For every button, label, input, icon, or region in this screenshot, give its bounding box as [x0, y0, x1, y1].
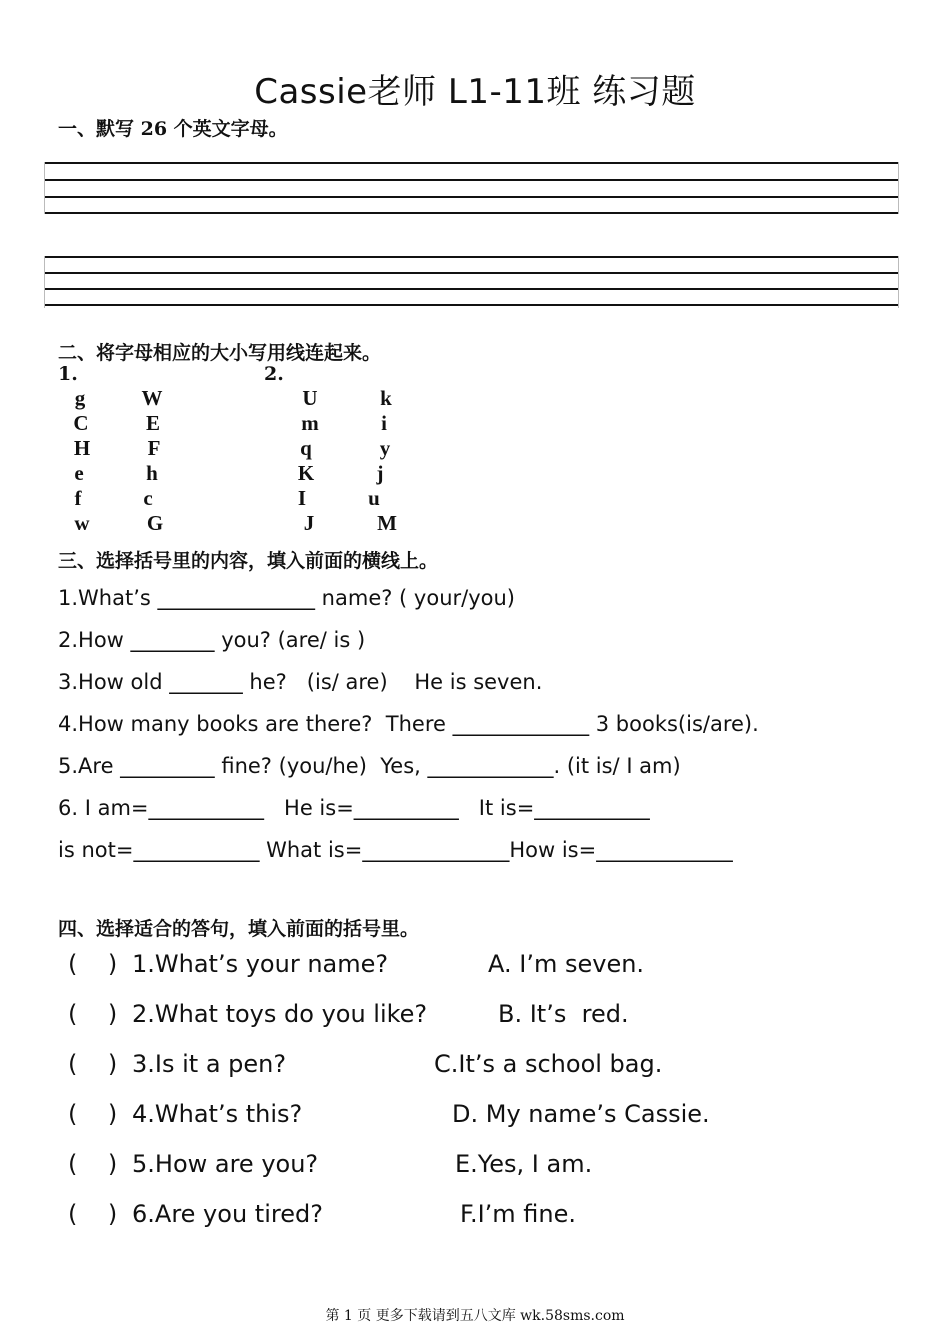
- fill-in-question: 5.Are _________ fine? (you/he) Yes, ____________. (it is/ I am): [58, 754, 681, 778]
- answer-blank: ( ): [68, 1050, 118, 1078]
- letter-right: c: [143, 486, 153, 510]
- letter-right: u: [368, 486, 380, 510]
- letter-right: W: [141, 386, 163, 410]
- letter-right: F: [147, 436, 161, 460]
- writing-line: [45, 196, 898, 198]
- letter-right: j: [376, 461, 384, 485]
- letter-right: i: [381, 411, 387, 435]
- answer-blank: ( ): [68, 1150, 118, 1178]
- letter-left: f: [74, 486, 82, 510]
- letter-left: J: [303, 511, 315, 535]
- writing-line: [45, 162, 898, 164]
- writing-line: [45, 212, 898, 214]
- answer-blank: ( ): [68, 1100, 118, 1128]
- fill-in-question: 3.How old _______ he? (is/ are) He is seven.: [58, 670, 543, 694]
- answer-option: D. My name’s Cassie.: [452, 1100, 710, 1128]
- answer-blank: ( ): [68, 1200, 118, 1228]
- group-1-label: 1.: [58, 363, 78, 385]
- answer-blank: ( ): [68, 950, 118, 978]
- writing-line: [45, 179, 898, 181]
- letter-right: y: [379, 436, 391, 460]
- letter-left: C: [73, 411, 89, 435]
- letter-left: w: [74, 511, 90, 535]
- answer-option: E.Yes, I am.: [455, 1150, 593, 1178]
- answer-blank: ( ): [68, 1000, 118, 1028]
- fill-in-question: 2.How ________ you? (are/ is ): [58, 628, 366, 652]
- letter-left: I: [297, 486, 307, 510]
- letter-left: g: [74, 386, 86, 410]
- letter-left: H: [73, 436, 91, 460]
- question-text: 4.What’s this?: [132, 1100, 303, 1128]
- answer-option: C.It’s a school bag.: [434, 1050, 663, 1078]
- letter-right: k: [380, 386, 392, 410]
- question-text: 2.What toys do you like?: [132, 1000, 428, 1028]
- fill-in-question: 6. I am=___________ He is=__________ It is=___________: [58, 796, 650, 820]
- letter-right: G: [146, 511, 164, 535]
- writing-line: [45, 288, 898, 290]
- fill-in-question: is not=____________ What is=______________How is=_____________: [58, 838, 733, 862]
- question-text: 1.What’s your name?: [132, 950, 389, 978]
- letter-left: U: [302, 386, 318, 410]
- answer-option: B. It’s red.: [498, 1000, 629, 1028]
- page-title: Cassie老师 L1-11班 练习题: [254, 72, 696, 112]
- fill-in-question: 1.What’s _______________ name? ( your/you): [58, 586, 515, 610]
- question-text: 5.How are you?: [132, 1150, 319, 1178]
- writing-line: [45, 272, 898, 274]
- letter-right: E: [145, 411, 160, 435]
- writing-lines-group-2: [44, 256, 899, 308]
- page-footer: 第 1 页 更多下载请到五八文库 wk.58sms.com: [325, 1308, 625, 1324]
- answer-option: F.I’m fine.: [460, 1200, 577, 1228]
- letter-right: h: [146, 461, 158, 485]
- section-1-heading: 一、默写 26 个英文字母。: [58, 118, 288, 140]
- writing-line: [45, 304, 898, 306]
- question-text: 3.Is it a pen?: [132, 1050, 287, 1078]
- writing-lines-group-1: [44, 162, 899, 214]
- letter-right: M: [377, 511, 397, 535]
- writing-line: [45, 256, 898, 258]
- answer-option: A. I’m seven.: [488, 950, 645, 978]
- section-2-heading: 二、将字母相应的大小写用线连起来。: [58, 342, 382, 364]
- group-2-label: 2.: [264, 363, 284, 385]
- letter-left: m: [301, 411, 319, 435]
- section-4-heading: 四、选择适合的答句，填入前面的括号里。: [58, 918, 420, 940]
- letter-left: e: [74, 461, 84, 485]
- letter-left: q: [300, 436, 312, 460]
- fill-in-question: 4.How many books are there? There _____________ 3 books(is/are).: [58, 712, 759, 736]
- section-3-heading: 三、选择括号里的内容，填入前面的横线上。: [58, 550, 439, 572]
- question-text: 6.Are you tired?: [132, 1200, 323, 1228]
- letter-left: K: [297, 461, 315, 485]
